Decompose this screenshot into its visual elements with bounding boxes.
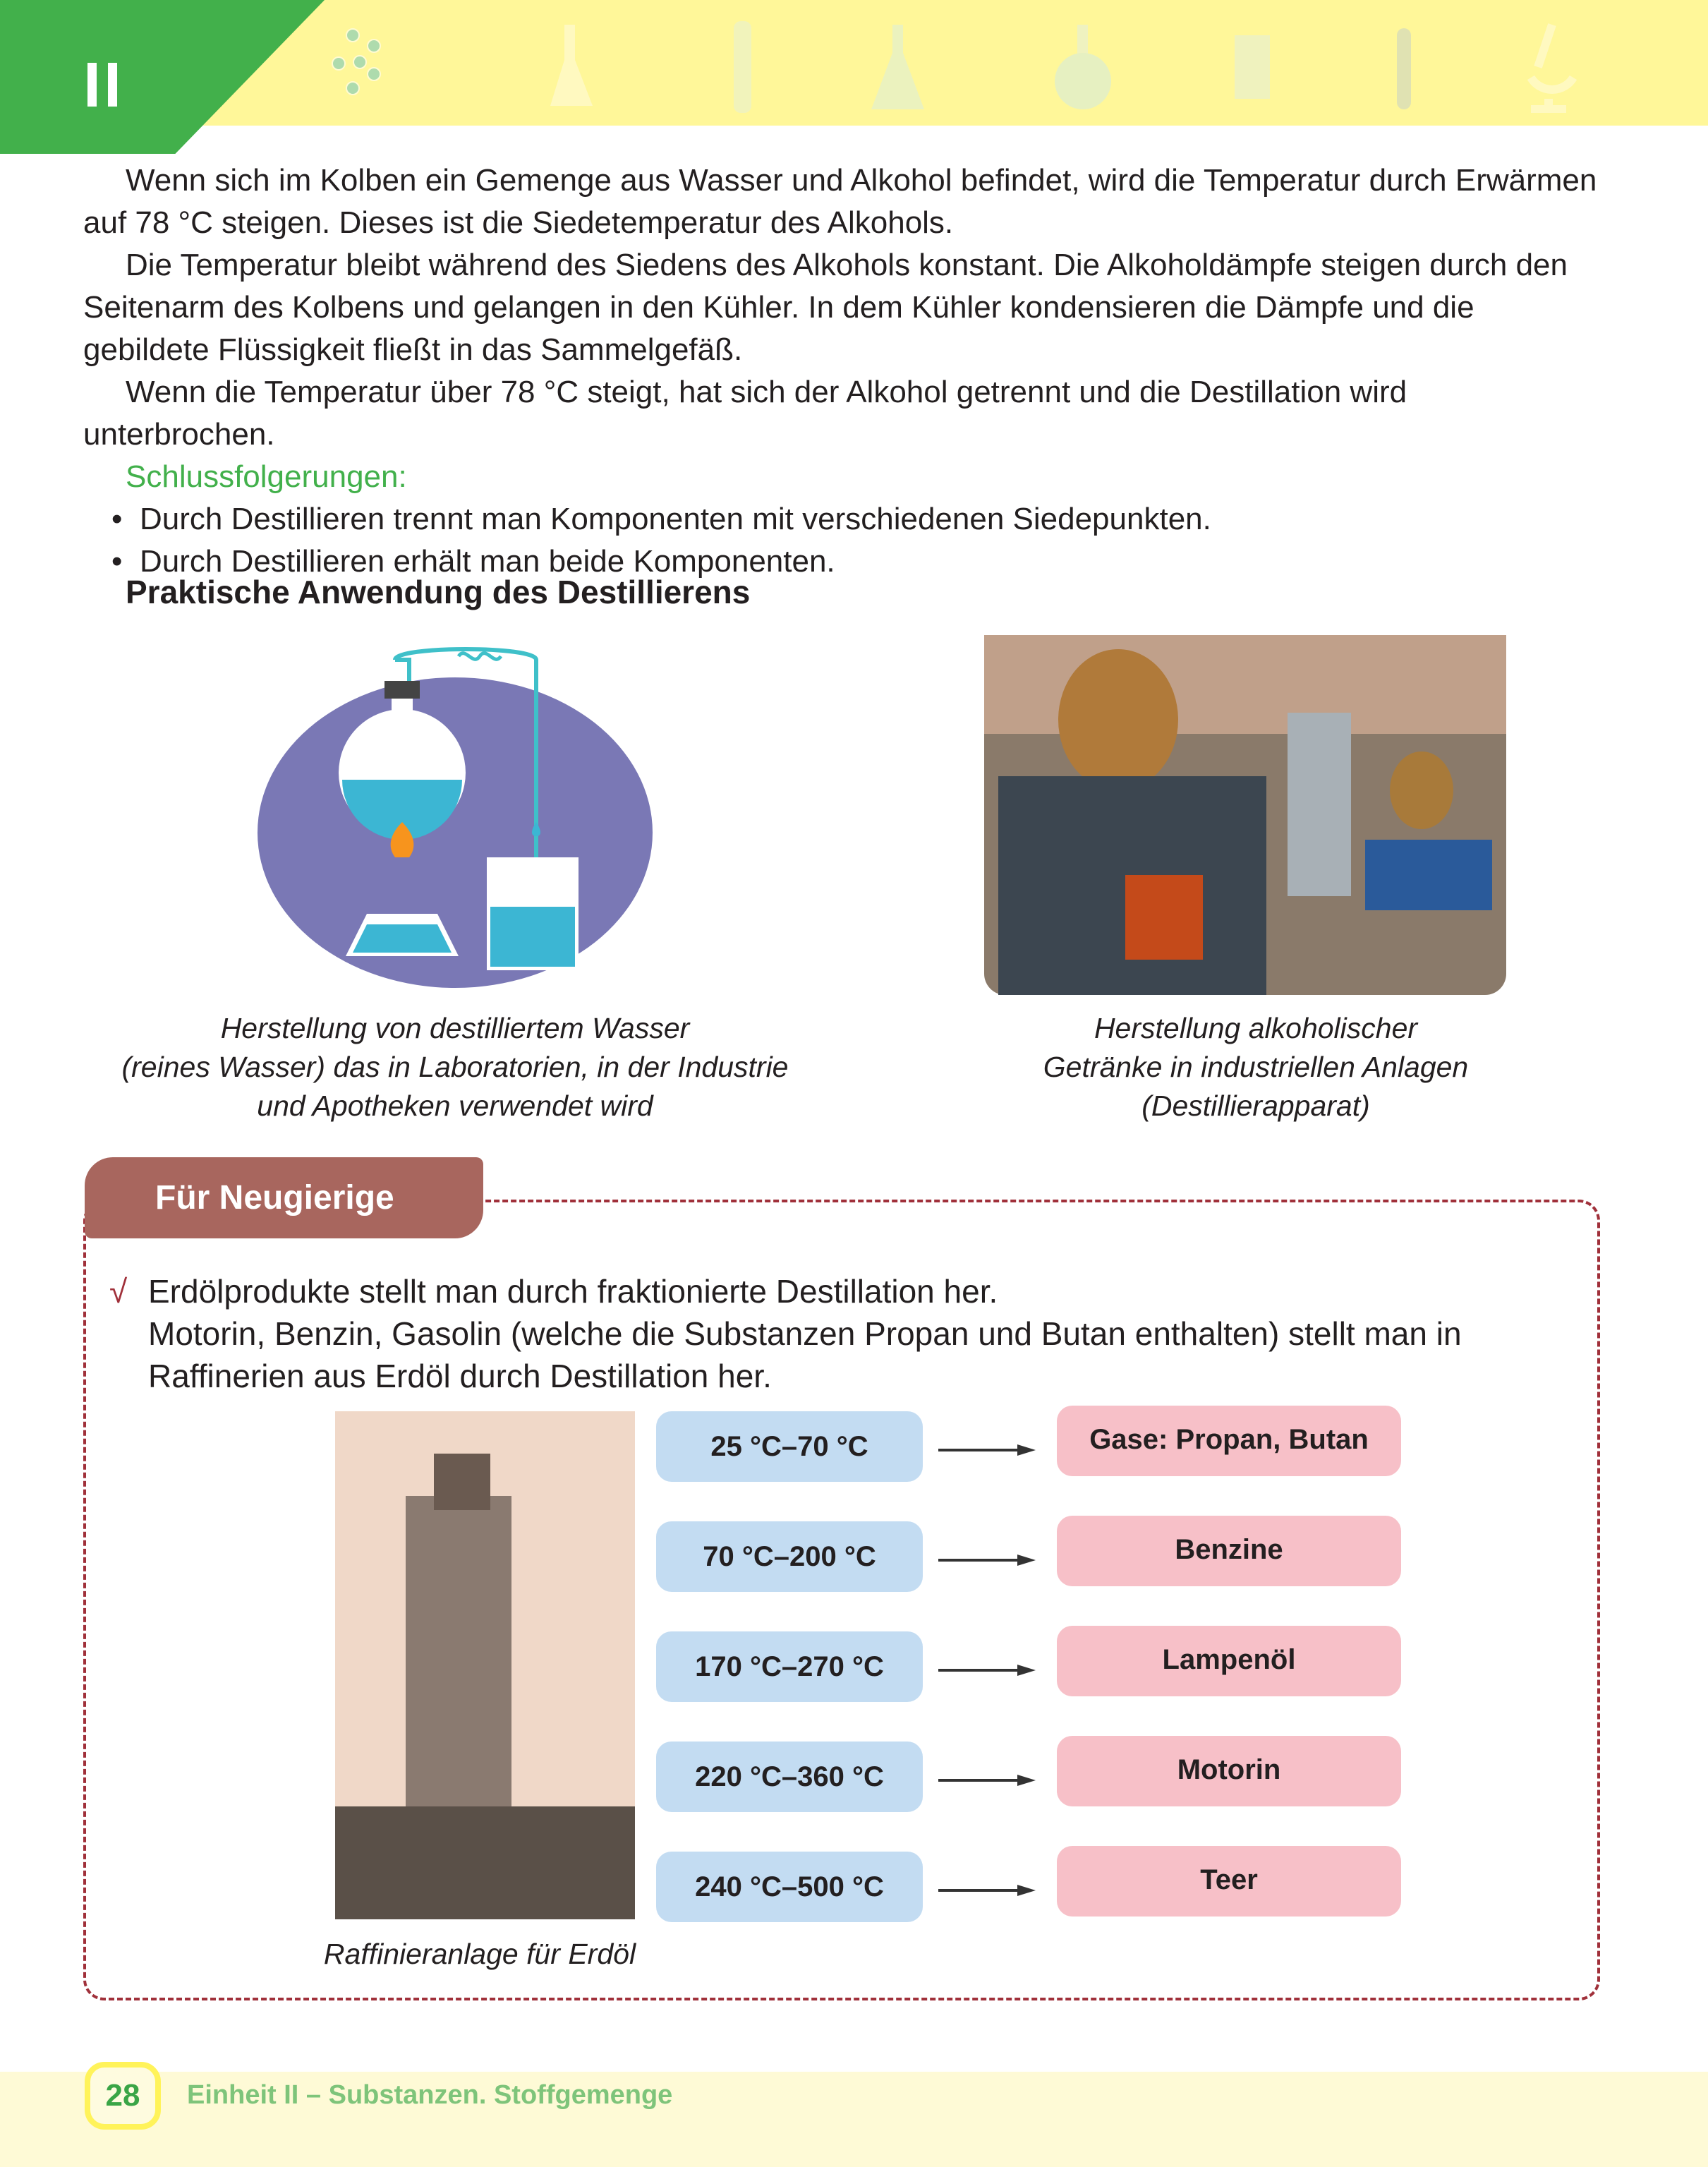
info-line: Erdölprodukte stellt man durch fraktionierte Destillation her. bbox=[148, 1273, 998, 1310]
paragraph: Wenn sich im Kolben ein Gemenge aus Wasser und Alkohol befindet, wird die Temperatur durch Erwärmen auf 78 °C steigen. Dieses ist die Siedetemperatur des Alkohols. bbox=[83, 163, 1597, 240]
test-tube-icon bbox=[1372, 21, 1436, 113]
curiosity-tab: Für Neugierige bbox=[85, 1157, 483, 1238]
distillation-illustration bbox=[254, 639, 663, 991]
molecule-icon bbox=[332, 21, 395, 113]
footer-title: Einheit II – Substanzen. Stoffgemenge bbox=[187, 2080, 673, 2110]
temperature-range: 70 °C–200 °C bbox=[656, 1521, 923, 1592]
microscope-icon bbox=[1517, 21, 1580, 113]
product-label: Lampenöl bbox=[1057, 1626, 1401, 1696]
paragraph: Die Temperatur bleibt während des Siedens des Alkohols konstant. Die Alkoholdämpfe steigen durch den Seitenarm des Kolbens und gelangen in den Kühler. In dem Kühler kondensieren die Dämpfe und die gebildete Flüssigkeit fließt in das Sammelgefäß. bbox=[83, 248, 1568, 367]
conclusion-label: Schlussfolgerungen: bbox=[126, 459, 407, 494]
arrow-right-icon bbox=[938, 1773, 1037, 1787]
refinery-photo bbox=[335, 1411, 635, 1919]
arrow-right-icon bbox=[938, 1443, 1037, 1457]
temperature-range: 220 °C–360 °C bbox=[656, 1742, 923, 1812]
refinery-caption: Raffinieranlage für Erdöl bbox=[323, 1938, 636, 1970]
flask-icon bbox=[536, 21, 600, 113]
thermometer-icon bbox=[713, 21, 776, 113]
bullet-item: • Durch Destillieren trennt man Komponenten mit verschiedenen Siedepunkten. bbox=[83, 498, 1601, 541]
section-title: Praktische Anwendung des Destillierens bbox=[126, 574, 751, 610]
arrow-right-icon bbox=[938, 1883, 1037, 1897]
product-label: Teer bbox=[1057, 1846, 1401, 1917]
caption-line: Getränke in industriellen Anlagen bbox=[1043, 1051, 1469, 1083]
page-number: 28 bbox=[85, 2062, 161, 2130]
arrow-right-icon bbox=[938, 1553, 1037, 1567]
info-line: Motorin, Benzin, Gasolin (welche die Substanzen Propan und Butan enthalten) stellt man in Raffinerien aus Erdöl durch Destillation her. bbox=[148, 1315, 1462, 1394]
caption-distilled-water bbox=[113, 1009, 797, 1125]
product-label: Gase: Propan, Butan bbox=[1057, 1406, 1401, 1476]
bullet-item: • Durch Destillieren erhält man beide Komponenten. bbox=[83, 541, 1601, 583]
distillery-photo bbox=[984, 635, 1506, 995]
beaker-icon bbox=[1221, 21, 1284, 113]
paragraph: Wenn die Temperatur über 78 °C steigt, hat sich der Alkohol getrennt und die Destillation wird unterbrochen. bbox=[83, 375, 1407, 452]
unit-number: II bbox=[83, 50, 125, 121]
arrow-right-icon bbox=[938, 1663, 1037, 1677]
caption-line: Herstellung von destilliertem Wasser bbox=[220, 1012, 690, 1044]
caption-line: und Apotheken verwendet wird bbox=[257, 1089, 653, 1122]
caption-line: Herstellung alkoholischer bbox=[1094, 1012, 1418, 1044]
temperature-range: 170 °C–270 °C bbox=[656, 1631, 923, 1702]
product-label: Benzine bbox=[1057, 1516, 1401, 1586]
curiosity-text bbox=[106, 1270, 1580, 1397]
round-flask-icon bbox=[1051, 21, 1115, 113]
caption-line: (Destillierapparat) bbox=[1141, 1089, 1370, 1122]
caption-line: (reines Wasser) das in Laboratorien, in der Industrie bbox=[121, 1051, 789, 1083]
body-text bbox=[83, 159, 1601, 583]
product-label: Motorin bbox=[1057, 1736, 1401, 1806]
check-icon: √ bbox=[109, 1273, 128, 1310]
erlenmeyer-icon bbox=[868, 21, 931, 113]
caption-distillery bbox=[974, 1009, 1538, 1125]
temperature-range: 25 °C–70 °C bbox=[656, 1411, 923, 1482]
temperature-range: 240 °C–500 °C bbox=[656, 1852, 923, 1922]
